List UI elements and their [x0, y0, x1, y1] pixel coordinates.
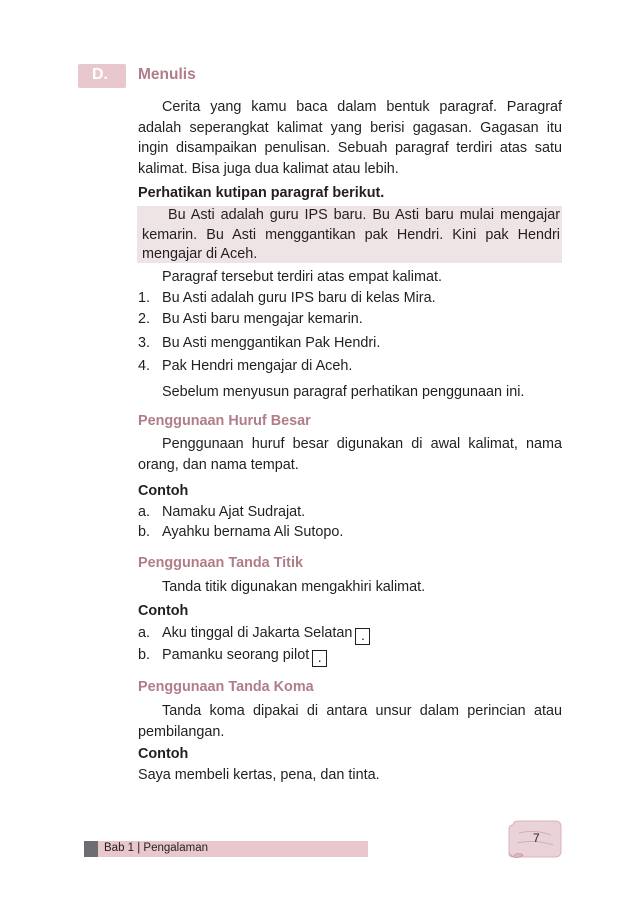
example-text: Aku tinggal di Jakarta Selatan: [162, 625, 353, 641]
tanda-koma-example: Saya membeli kertas, pena, dan tinta.: [138, 767, 380, 783]
contoh-label: Contoh: [138, 603, 189, 619]
footer-marker: [84, 841, 98, 857]
example-text: Ayahku bernama Ali Sutopo.: [162, 524, 344, 540]
list-number: 2.: [138, 311, 151, 327]
tanda-titik-heading: Penggunaan Tanda Titik: [138, 555, 303, 571]
excerpt-closing: Sebelum menyusun paragraf perhatikan penggunaan ini.: [162, 384, 525, 400]
list-item: [138, 288, 436, 309]
huruf-besar-heading: Penggunaan Huruf Besar: [138, 413, 311, 429]
list-item: [138, 309, 363, 330]
section-letter: D.: [92, 66, 108, 83]
tanda-koma-heading: Penggunaan Tanda Koma: [138, 679, 314, 695]
page-number: 7: [533, 831, 540, 845]
list-number: 3.: [138, 335, 151, 351]
example-letter: b.: [138, 524, 151, 540]
intro-paragraph: Cerita yang kamu baca dalam bentuk paragraf. Paragraf adalah seperangkat kalimat yang berisi gagasan. Gagasan itu ingin disampaikan penulisan. Sebuah paragraf terdiri atas satu kalimat. Bisa juga dua kalimat atau lebih.: [138, 99, 562, 177]
excerpt-summary: Paragraf tersebut terdiri atas empat kalimat.: [162, 269, 442, 285]
example-letter: b.: [138, 647, 151, 663]
list-text: Bu Asti menggantikan Pak Hendri.: [162, 335, 381, 351]
tanda-titik-text: Tanda titik digunakan mengakhiri kalimat.: [162, 579, 426, 595]
contoh-label: Contoh: [138, 746, 189, 762]
example-letter: a.: [138, 504, 151, 520]
section-title: Menulis: [138, 66, 196, 83]
list-item: [138, 333, 380, 354]
list-text: Bu Asti adalah guru IPS baru di kelas Mira.: [162, 290, 436, 306]
list-item: [138, 356, 352, 377]
period-box: .: [355, 628, 370, 645]
example-item: [138, 645, 327, 667]
example-text: Namaku Ajat Sudrajat.: [162, 504, 306, 520]
list-text: Bu Asti baru mengajar kemarin.: [162, 311, 363, 327]
example-item: [138, 623, 370, 645]
footer-chapter: Bab 1 | Pengalaman: [104, 842, 209, 854]
section-badge: [78, 64, 126, 88]
example-item: [138, 522, 343, 543]
tanda-koma-text: Tanda koma dipakai di antara unsur dalam perincian atau pembilangan.: [138, 703, 562, 740]
example-letter: a.: [138, 625, 151, 641]
list-number: 1.: [138, 290, 151, 306]
contoh-label: Contoh: [138, 483, 189, 499]
example-item: [138, 502, 305, 523]
example-text: Pamanku seorang pilot: [162, 647, 310, 663]
huruf-besar-text: Penggunaan huruf besar digunakan di awal kalimat, nama orang, dan nama tempat.: [138, 436, 562, 473]
list-number: 4.: [138, 358, 151, 374]
excerpt-heading: Perhatikan kutipan paragraf berikut.: [138, 185, 385, 201]
period-box: .: [312, 650, 327, 667]
list-text: Pak Hendri mengajar di Aceh.: [162, 358, 353, 374]
excerpt-text: Bu Asti adalah guru IPS baru. Bu Asti baru mulai mengajar kemarin. Bu Asti menggantikan pak Hendri. Kini pak Hendri mengajar di Aceh.: [142, 207, 560, 262]
